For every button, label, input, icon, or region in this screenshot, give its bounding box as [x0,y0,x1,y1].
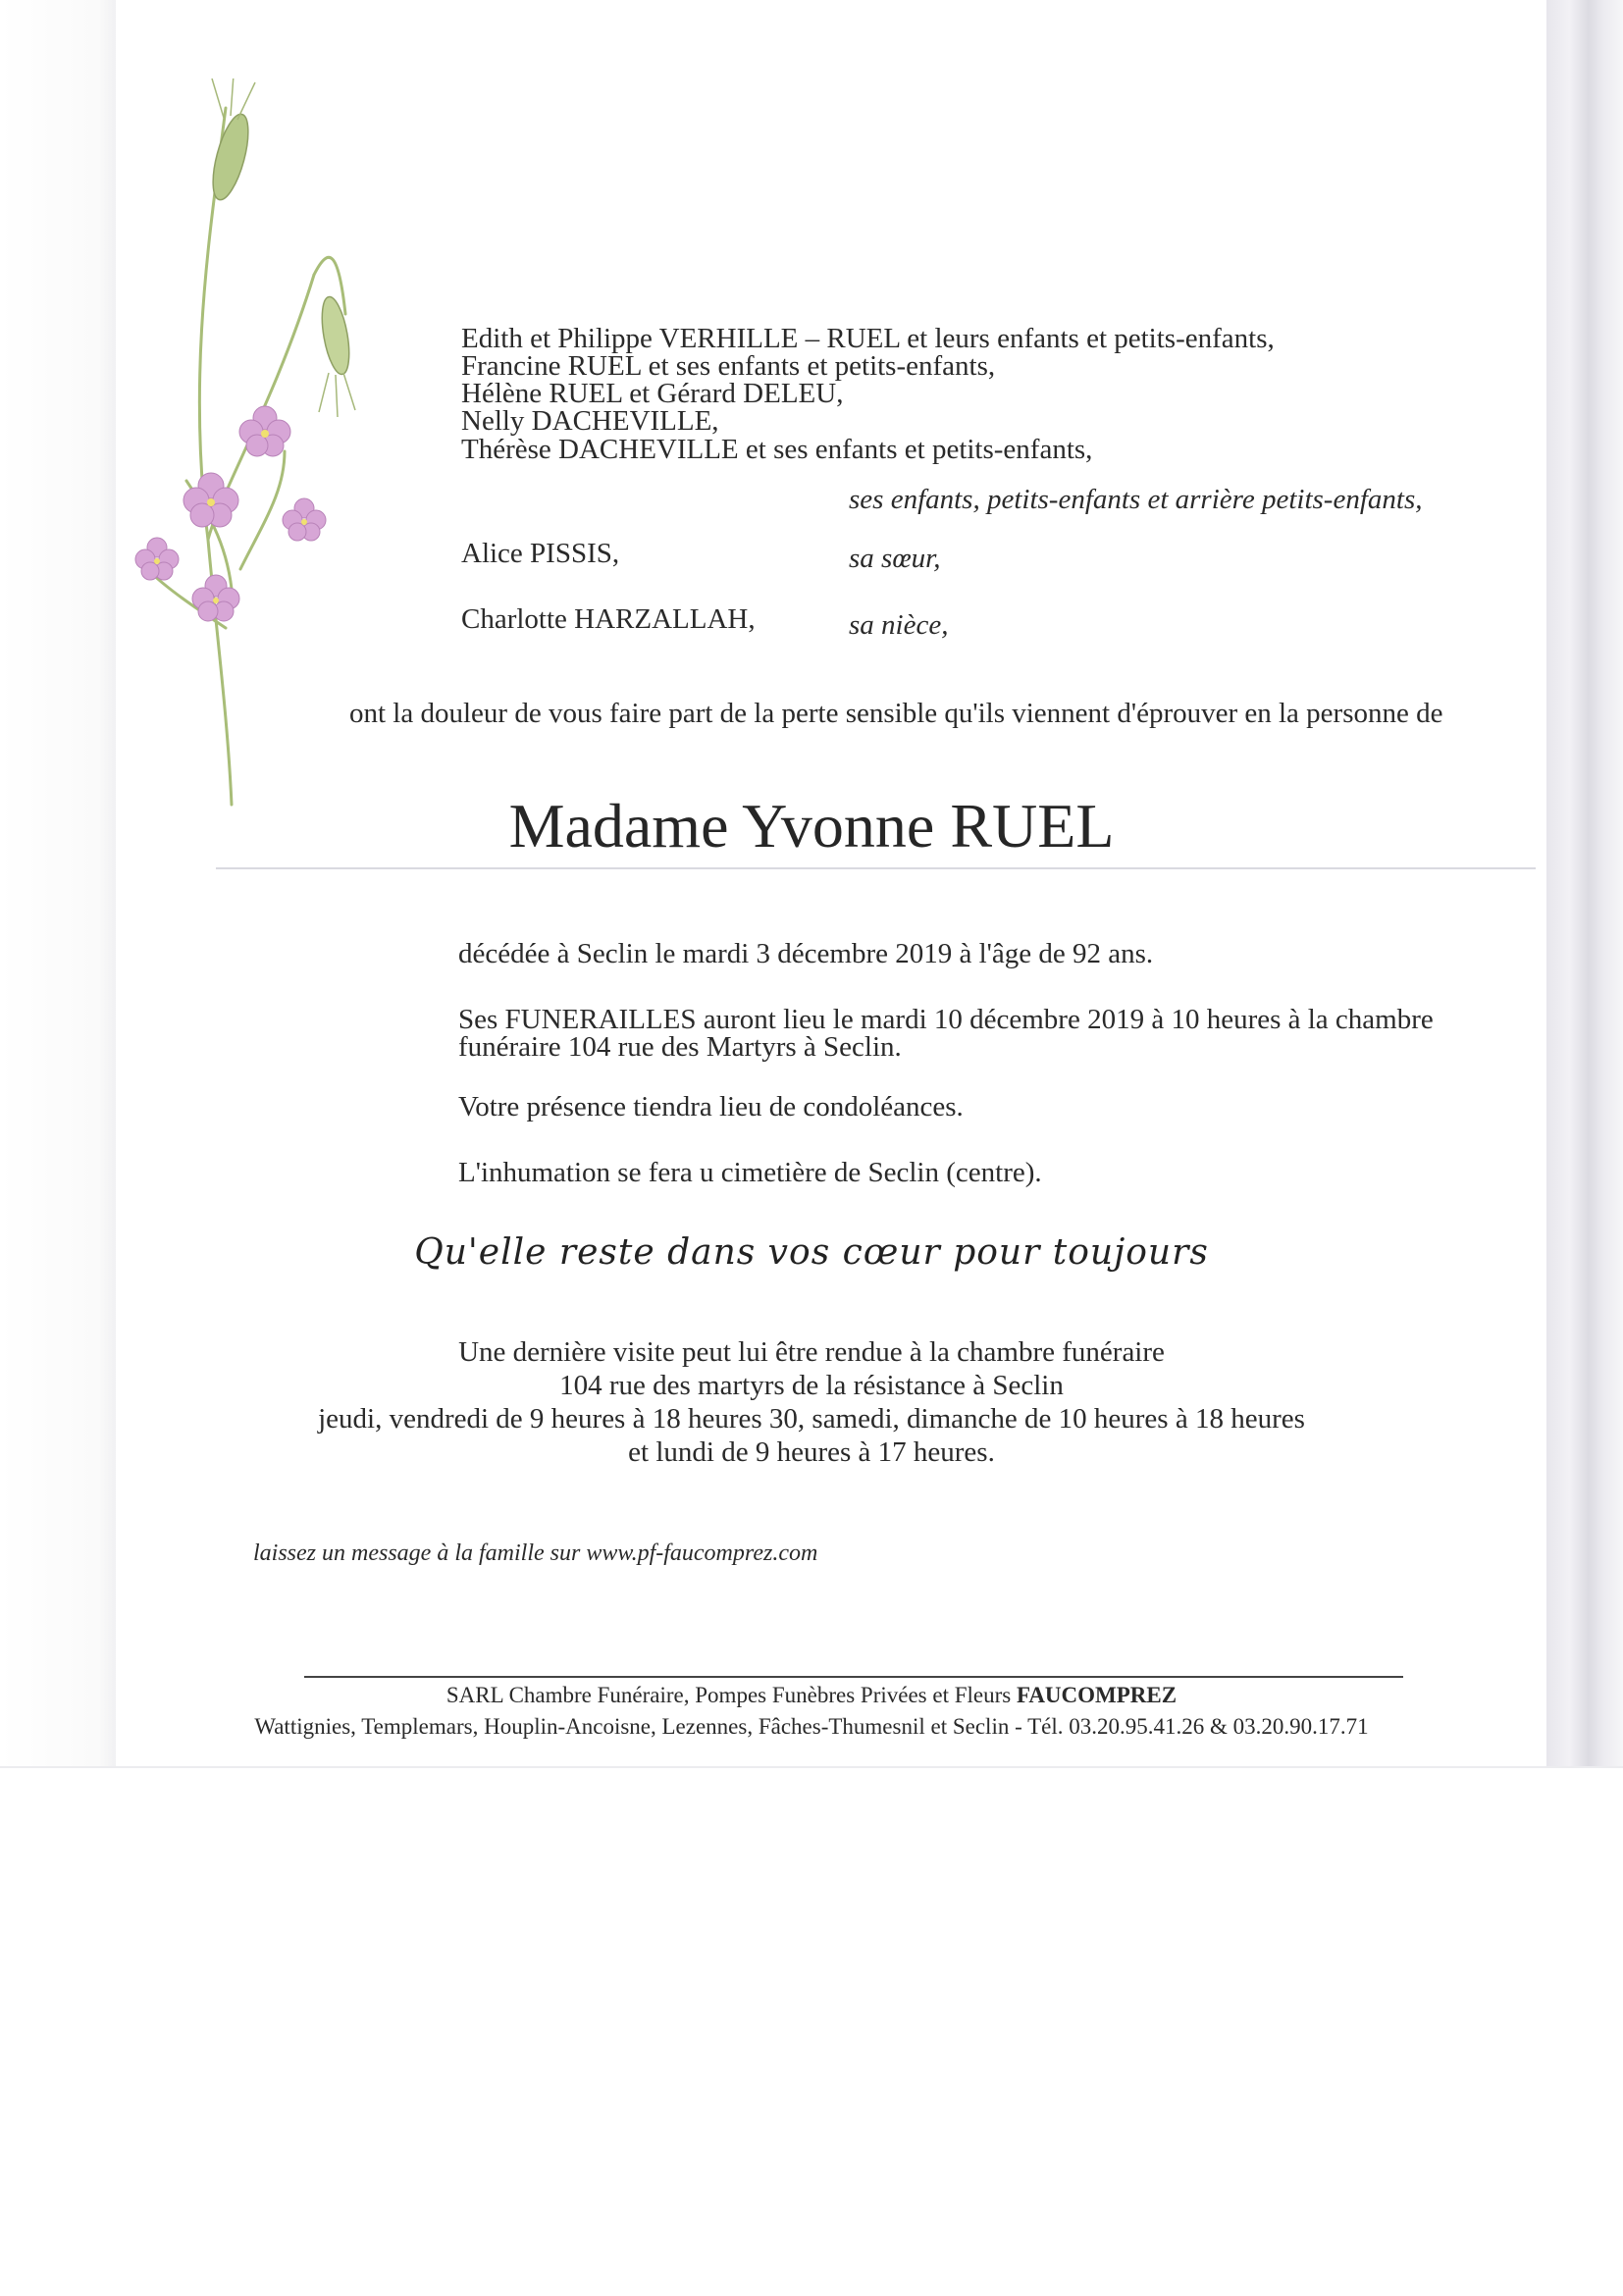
scan-edge-left [0,0,116,1766]
footer-company-prefix: SARL Chambre Funéraire, Pompes Funèbres Privées et Fleurs [445,1683,1012,1707]
visit-line-4: et lundi de 9 heures à 17 heures. [628,1436,995,1468]
family-line-4: Nelly DACHEVILLE, [461,405,719,437]
footer-company [0,1682,1623,1709]
deceased-name: Madame Yvonne RUEL [508,791,1115,861]
burial-line: L'inhumation se fera u cimetière de Seclin (centre). [458,1157,1042,1188]
footer-contact: Wattignies, Templemars, Houplin-Ancoisne, Lezennes, Fâches-Thumesnil et Seclin - Tél. 03.20.95.41.26 & 03.20.90.17.71 [254,1714,1369,1739]
wheat-ear-2 [317,295,355,417]
family-line-3: Hélène RUEL et Gérard DELEU, [461,378,844,409]
motto: Qu'elle reste dans vos cœur pour toujours [414,1232,1209,1273]
stem-main [199,108,232,805]
relative-name-2: Charlotte HARZALLAH, [461,603,756,635]
funeral-line-2: funéraire 104 rue des Martyrs à Seclin. [458,1031,902,1063]
family-line-2: Francine RUEL et ses enfants et petits-enfants, [461,350,996,382]
visit-line-1: Une dernière visite peut lui être rendue à la chambre funéraire [458,1336,1165,1368]
flower-illustration [118,78,373,824]
fold-line [216,867,1536,869]
footer-company-name: FAUCOMPREZ [1016,1683,1178,1707]
stem-flower-2 [240,451,285,569]
family-line-1: Edith et Philippe VERHILLE – RUEL et leurs enfants et petits-enfants, [461,323,1275,354]
visit-line-3: jeudi, vendredi de 9 heures à 18 heures 30, samedi, dimanche de 10 heures à 18 heures [318,1403,1305,1435]
footer-rule [304,1676,1403,1678]
visit-line-2: 104 rue des martyrs de la résistance à Seclin [559,1370,1064,1401]
sheet-bottom-edge [0,1766,1623,1768]
relative-relation-1: sa sœur, [849,543,941,574]
condolences-line: Votre présence tiendra lieu de condoléances. [458,1091,964,1122]
announcement-text: ont la douleur de vous faire part de la perte sensible qu'ils viennent d'éprouver en la personne de [349,698,1443,729]
message-note: laissez un message à la famille sur www.pf-faucomprez.com [253,1540,818,1566]
wheat-ear-1 [206,78,255,203]
funeral-line-1: Ses FUNERAILLES auront lieu le mardi 10 décembre 2019 à 10 heures à la chambre [458,1004,1434,1035]
relative-relation-2: sa nièce, [849,609,949,641]
relative-name-1: Alice PISSIS, [461,538,620,569]
death-line: décédée à Seclin le mardi 3 décembre 2019 à l'âge de 92 ans. [458,938,1154,969]
scan-edge-right [1546,0,1623,1766]
violet-flowers [135,406,326,621]
family-line-5: Thérèse DACHEVILLE et ses enfants et petits-enfants, [461,434,1093,465]
family-relation: ses enfants, petits-enfants et arrière petits-enfants, [849,484,1423,515]
